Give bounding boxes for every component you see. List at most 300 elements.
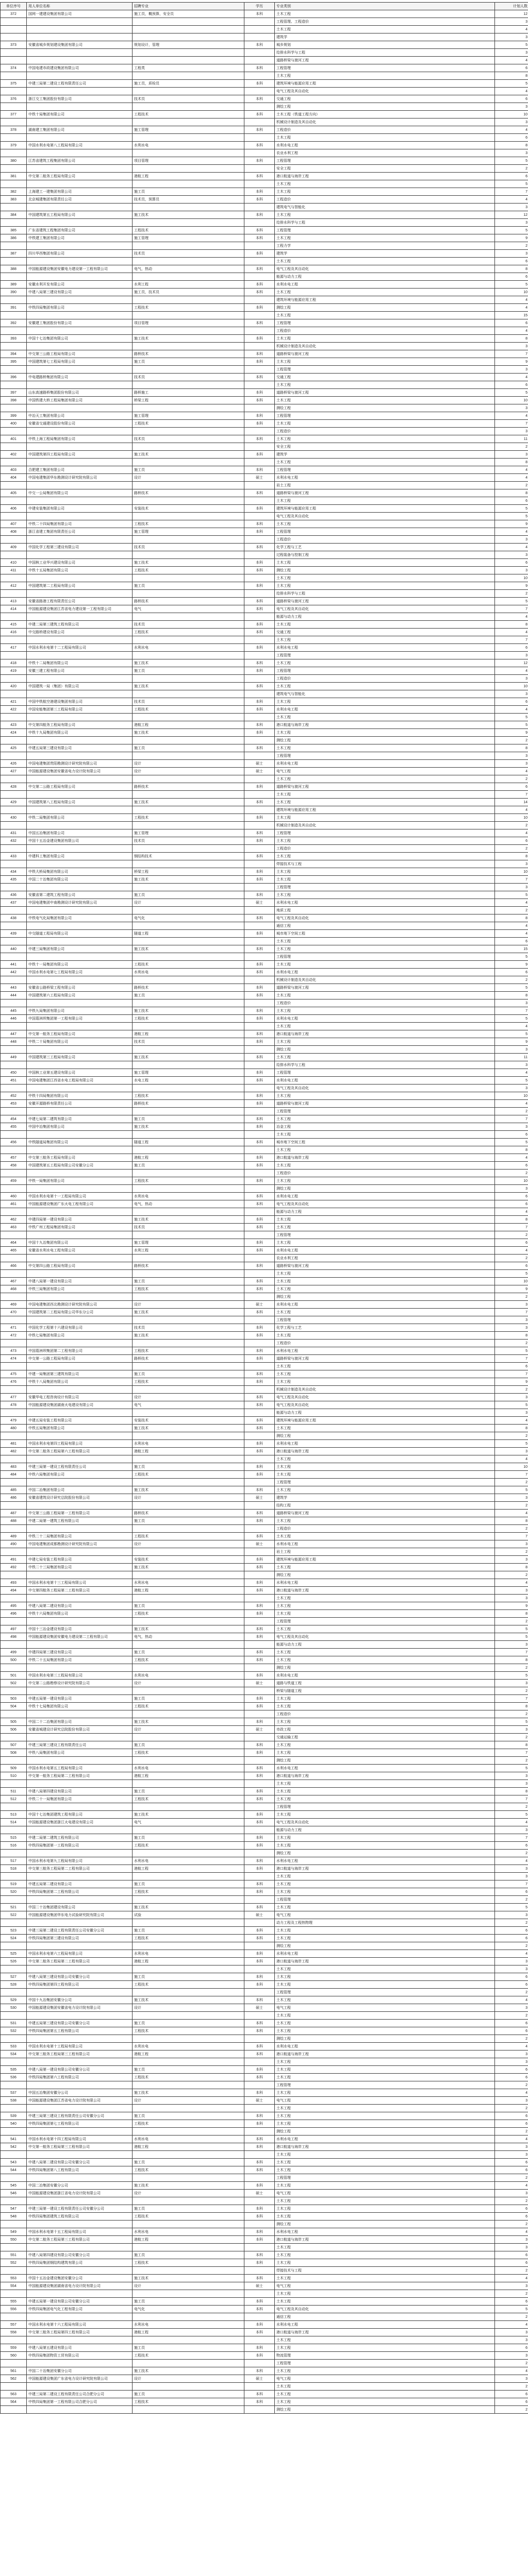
table-row xyxy=(1,1463,528,1471)
cell-no: 473 xyxy=(1,1347,27,1355)
cell-major xyxy=(133,312,244,319)
cell-no: 388 xyxy=(1,265,27,273)
table-row xyxy=(1,914,528,922)
table-row xyxy=(1,845,528,853)
cell-degree xyxy=(244,165,275,173)
cell-specialty: 土木工程 xyxy=(275,2012,495,2020)
cell-degree: 本科 xyxy=(244,1741,275,1749)
cell-specialty: 土木工程 xyxy=(275,621,495,629)
cell-unit xyxy=(27,1455,133,1463)
cell-specialty: 土木工程 xyxy=(275,180,495,188)
cell-specialty: 建筑环境与能源应用工程 xyxy=(275,1556,495,1564)
cell-major: 设计 xyxy=(133,474,244,482)
table-row xyxy=(1,876,528,884)
cell-major: 路桥施工 xyxy=(133,389,244,397)
cell-unit: 中国水利水电第十一工程局有限公司 xyxy=(27,1193,133,1200)
cell-unit: 中建八局第二建设有限公司 xyxy=(27,1602,133,1610)
cell-degree xyxy=(244,443,275,451)
cell-no: 433 xyxy=(1,853,27,860)
cell-specialty: 工程管理 xyxy=(275,953,495,961)
cell-degree: 本科 xyxy=(244,1602,275,1610)
cell-specialty: 土木工程 xyxy=(275,289,495,296)
cell-unit xyxy=(27,26,133,33)
table-row xyxy=(1,319,528,327)
cell-unit: 中交第二航务工程局第二工程有限公司 xyxy=(27,1958,133,1965)
cell-unit xyxy=(27,1757,133,1765)
cell-count: 6 xyxy=(495,95,528,103)
cell-degree: 本科 xyxy=(244,799,275,806)
cell-count: 3 xyxy=(495,1641,528,1649)
cell-unit: 安徽开源路桥有限责任公司 xyxy=(27,1100,133,1108)
cell-unit xyxy=(27,2221,133,2228)
table-row xyxy=(1,2275,528,2282)
cell-no: 506 xyxy=(1,1726,27,1734)
cell-count: 7 xyxy=(495,1224,528,1231)
cell-specialty: 港口航道与海岸工程 xyxy=(275,2050,495,2058)
cell-degree: 本科 xyxy=(244,1888,275,1896)
cell-unit xyxy=(27,343,133,350)
table-row xyxy=(1,1865,528,1873)
cell-count: 7 xyxy=(495,1007,528,1015)
cell-unit xyxy=(27,1061,133,1069)
table-row xyxy=(1,1834,528,1842)
cell-no xyxy=(1,296,27,304)
cell-major: 水利水电 xyxy=(133,2321,244,2329)
table-row xyxy=(1,1741,528,1749)
cell-degree: 本科 xyxy=(244,945,275,953)
cell-count: 8 xyxy=(495,1146,528,1154)
cell-degree: 本科 xyxy=(244,2275,275,2282)
cell-specialty: 港口航道与海岸工程 xyxy=(275,1030,495,1038)
cell-unit: 中交第一航务工程局第三工程有限公司 xyxy=(27,2143,133,2151)
cell-no: 511 xyxy=(1,1788,27,1795)
cell-no: 558 xyxy=(1,2329,27,2336)
cell-specialty: 交通工程 xyxy=(275,95,495,103)
table-row xyxy=(1,1664,528,1672)
cell-major: 施工技术 xyxy=(133,1718,244,1726)
cell-degree: 本科 xyxy=(244,1239,275,1247)
cell-no: 537 xyxy=(1,2089,27,2097)
cell-no: 541 xyxy=(1,2136,27,2143)
cell-no: 520 xyxy=(1,1888,27,1896)
cell-specialty: 给排水科学与工程 xyxy=(275,1061,495,1069)
cell-major: 设计 xyxy=(133,2375,244,2383)
cell-count: 7 xyxy=(495,1533,528,1540)
table-row xyxy=(1,884,528,891)
cell-specialty: 建筑环境与能源应用工程 xyxy=(275,505,495,513)
cell-major: 水利水电 xyxy=(133,1765,244,1772)
cell-no xyxy=(1,1780,27,1788)
table-row xyxy=(1,482,528,489)
table-row xyxy=(1,1680,528,1687)
cell-major xyxy=(133,88,244,95)
cell-unit: 中国二十二冶集团有限公司 xyxy=(27,1718,133,1726)
cell-specialty: 机械设计制造及其自动化 xyxy=(275,343,495,350)
cell-unit: 安徽建工集团股份有限公司 xyxy=(27,319,133,327)
cell-major: 工程技术 xyxy=(133,1092,244,1100)
cell-major: 施工员 xyxy=(133,1880,244,1888)
cell-count: 2 xyxy=(495,1571,528,1579)
cell-no xyxy=(1,1850,27,1857)
cell-unit: 中国十九冶集团有限公司 xyxy=(27,1239,133,1247)
cell-degree xyxy=(244,1023,275,1030)
cell-specialty: 土木工程 xyxy=(275,1471,495,1479)
cell-degree xyxy=(244,2128,275,2136)
cell-no: 420 xyxy=(1,683,27,690)
cell-major: 工程类 xyxy=(133,64,244,72)
cell-unit xyxy=(27,381,133,389)
cell-no xyxy=(1,1023,27,1030)
cell-no: 470 xyxy=(1,1309,27,1316)
cell-unit: 中建科工集团有限公司 xyxy=(27,853,133,860)
cell-specialty: 工程造价 xyxy=(275,1340,495,1347)
cell-specialty: 电气工程 xyxy=(275,1911,495,1919)
table-row xyxy=(1,598,528,605)
cell-specialty: 港口航道与海岸工程 xyxy=(275,1865,495,1873)
cell-no: 391 xyxy=(1,304,27,312)
cell-unit: 中国水利水电第九工程局有限公司 xyxy=(27,1857,133,1865)
cell-no xyxy=(1,1432,27,1440)
cell-unit: 中国水利水电第十二工程局有限公司 xyxy=(27,644,133,652)
cell-count: 2 xyxy=(495,1618,528,1625)
cell-count: 3 xyxy=(495,404,528,412)
cell-major xyxy=(133,33,244,41)
table-row xyxy=(1,1618,528,1625)
table-row xyxy=(1,1826,528,1834)
cell-degree: 本科 xyxy=(244,319,275,327)
cell-degree: 本科 xyxy=(244,1672,275,1680)
cell-specialty: 电气工程及其自动化 xyxy=(275,1633,495,1641)
table-row xyxy=(1,2360,528,2367)
cell-no xyxy=(1,845,27,853)
cell-specialty: 工程管理 xyxy=(275,1989,495,1996)
cell-degree: 本科 xyxy=(244,1285,275,1293)
cell-unit: 中国二冶集团有限公司 xyxy=(27,1486,133,1494)
cell-no: 455 xyxy=(1,1123,27,1131)
cell-unit xyxy=(27,72,133,80)
cell-count: 2 xyxy=(495,2290,528,2298)
table-row xyxy=(1,227,528,234)
cell-degree: 硕士 xyxy=(244,2282,275,2290)
cell-no xyxy=(1,404,27,412)
cell-degree xyxy=(244,1293,275,1301)
cell-no xyxy=(1,103,27,111)
cell-unit: 中国电建集团成都勘测设计研究院有限公司 xyxy=(27,1540,133,1548)
cell-specialty: 工程管理 xyxy=(275,319,495,327)
cell-unit: 中交第三航务工程局第四工程有限公司 xyxy=(27,2329,133,2336)
table-row xyxy=(1,1656,528,1664)
cell-count: 2 xyxy=(495,590,528,598)
cell-specialty: 土木工程 xyxy=(275,2275,495,2282)
cell-count: 5 xyxy=(495,157,528,165)
cell-degree: 本科 xyxy=(244,1633,275,1641)
cell-degree xyxy=(244,1734,275,1741)
table-row xyxy=(1,969,528,976)
cell-count: 2 xyxy=(495,482,528,489)
cell-degree: 本科 xyxy=(244,2120,275,2128)
cell-major xyxy=(133,26,244,33)
cell-specialty: 土木工程 xyxy=(275,1038,495,1046)
cell-degree xyxy=(244,1270,275,1278)
cell-major: 电气，热动 xyxy=(133,1200,244,1208)
cell-major xyxy=(133,1131,244,1139)
table-row xyxy=(1,567,528,574)
cell-unit xyxy=(27,1231,133,1239)
cell-unit: 中铁七局集团有限公司 xyxy=(27,1332,133,1340)
cell-no xyxy=(1,976,27,984)
cell-major: 设计 xyxy=(133,899,244,907)
cell-major xyxy=(133,1255,244,1262)
cell-degree xyxy=(244,497,275,505)
cell-unit xyxy=(27,2313,133,2321)
cell-major: 港航工程 xyxy=(133,1030,244,1038)
cell-no: 422 xyxy=(1,706,27,714)
table-row xyxy=(1,1819,528,1826)
cell-specialty: 工程造价 xyxy=(275,327,495,335)
cell-specialty: 化学工程与工艺 xyxy=(275,1324,495,1332)
table-row xyxy=(1,2120,528,2128)
cell-specialty: 工程管理 xyxy=(275,1069,495,1077)
table-row xyxy=(1,2020,528,2027)
cell-degree xyxy=(244,18,275,26)
cell-count: 3 xyxy=(495,1911,528,1919)
cell-degree xyxy=(244,1146,275,1154)
cell-no xyxy=(1,806,27,814)
cell-unit: 中建八局第三建设有限公司安徽分公司 xyxy=(27,1973,133,1981)
cell-major xyxy=(133,134,244,142)
cell-no: 533 xyxy=(1,2043,27,2050)
cell-count: 4 xyxy=(495,1996,528,2004)
cell-count: 10 xyxy=(495,683,528,690)
cell-major xyxy=(133,2105,244,2112)
cell-major: 技术员 xyxy=(133,698,244,706)
cell-specialty: 水利水电工程 xyxy=(275,2043,495,2050)
table-row xyxy=(1,312,528,319)
cell-specialty: 通信工程 xyxy=(275,2313,495,2321)
cell-no: 397 xyxy=(1,389,27,397)
table-row xyxy=(1,451,528,459)
cell-unit xyxy=(27,1965,133,1973)
cell-no: 474 xyxy=(1,1355,27,1363)
table-row xyxy=(1,1896,528,1904)
cell-major xyxy=(133,1409,244,1417)
cell-major xyxy=(133,2081,244,2089)
cell-unit xyxy=(27,752,133,760)
cell-major: 施工管理 xyxy=(133,829,244,837)
table-row xyxy=(1,1401,528,1409)
cell-unit xyxy=(27,845,133,853)
cell-count: 5 xyxy=(495,389,528,397)
cell-count: 6 xyxy=(495,837,528,845)
cell-unit xyxy=(27,1734,133,1741)
cell-specialty: 水利水电工程 xyxy=(275,281,495,289)
cell-count: 11 xyxy=(495,1054,528,1061)
cell-specialty: 土木工程 xyxy=(275,1741,495,1749)
cell-count: 6 xyxy=(495,1131,528,1139)
table-row xyxy=(1,350,528,358)
cell-no: 492 xyxy=(1,1564,27,1571)
table-row xyxy=(1,1579,528,1587)
cell-major: 工程技术 xyxy=(133,1471,244,1479)
table-row xyxy=(1,2344,528,2352)
cell-degree: 本科 xyxy=(244,1177,275,1185)
cell-unit: 中国铁建大桥工程局集团有限公司 xyxy=(27,397,133,404)
cell-degree: 本科 xyxy=(244,173,275,180)
cell-count: 10 xyxy=(495,814,528,822)
cell-no xyxy=(1,922,27,930)
table-row xyxy=(1,1309,528,1316)
cell-no xyxy=(1,1873,27,1880)
cell-major xyxy=(133,513,244,520)
cell-count: 5 xyxy=(495,1440,528,1448)
cell-major: 施工技术 xyxy=(133,1123,244,1131)
table-row xyxy=(1,1231,528,1239)
cell-major xyxy=(133,1710,244,1718)
cell-degree xyxy=(244,327,275,335)
cell-degree xyxy=(244,690,275,698)
cell-degree: 本科 xyxy=(244,1054,275,1061)
table-row xyxy=(1,1324,528,1332)
cell-degree: 本科 xyxy=(244,1355,275,1363)
cell-count: 7 xyxy=(495,1749,528,1757)
cell-specialty: 水利水电工程 xyxy=(275,1193,495,1200)
cell-count: 2 xyxy=(495,1525,528,1533)
cell-unit xyxy=(27,938,133,945)
table-row xyxy=(1,2128,528,2136)
cell-specialty: 土木工程 xyxy=(275,853,495,860)
cell-major xyxy=(133,296,244,304)
table-row xyxy=(1,783,528,791)
cell-specialty: 土木工程 xyxy=(275,2398,495,2406)
cell-specialty: 土木工程 xyxy=(275,1973,495,1981)
cell-major xyxy=(133,258,244,265)
cell-major: 设计 xyxy=(133,1680,244,1687)
cell-unit xyxy=(27,775,133,783)
cell-specialty: 测绘工程 xyxy=(275,1664,495,1672)
cell-count: 15 xyxy=(495,312,528,319)
cell-count: 4 xyxy=(495,2275,528,2282)
table-row xyxy=(1,1340,528,1347)
cell-unit xyxy=(27,459,133,466)
cell-count: 2 xyxy=(495,2313,528,2321)
cell-degree: 本科 xyxy=(244,520,275,528)
cell-unit: 中铁四局集团钢结构建筑有限公司 xyxy=(27,2259,133,2267)
cell-count: 4 xyxy=(495,1023,528,1030)
table-row xyxy=(1,2213,528,2221)
cell-unit: 中铁十六局集团有限公司 xyxy=(27,1610,133,1618)
table-row xyxy=(1,737,528,744)
cell-degree: 本科 xyxy=(244,2074,275,2081)
cell-count: 4 xyxy=(495,806,528,814)
table-row xyxy=(1,2228,528,2236)
cell-major: 施工技术 xyxy=(133,659,244,667)
cell-major: 路桥技术 xyxy=(133,598,244,605)
cell-unit: 中铁十五局集团有限公司 xyxy=(27,567,133,574)
cell-major: 施工管理 xyxy=(133,528,244,536)
cell-major: 施工技术 xyxy=(133,1996,244,2004)
table-row xyxy=(1,1687,528,1695)
cell-major xyxy=(133,2035,244,2043)
cell-unit: 中铁四局集团建筑工程有限公司 xyxy=(27,2213,133,2221)
cell-specialty: 结构工程 xyxy=(275,1502,495,1510)
cell-no: 418 xyxy=(1,659,27,667)
cell-specialty: 水利水电工程 xyxy=(275,899,495,907)
cell-degree: 本科 xyxy=(244,1656,275,1664)
cell-count: 3 xyxy=(495,18,528,26)
cell-specialty: 土木工程 xyxy=(275,744,495,752)
table-row xyxy=(1,1409,528,1417)
cell-degree: 本科 xyxy=(244,1973,275,1981)
cell-degree: 本科 xyxy=(244,1842,275,1850)
cell-no: 495 xyxy=(1,1602,27,1610)
cell-count: 3 xyxy=(495,219,528,227)
cell-specialty: 能源与动力工程 xyxy=(275,1409,495,1417)
cell-unit: 中铁四局集团第四工程有限公司 xyxy=(27,1981,133,1989)
cell-count: 3 xyxy=(495,204,528,211)
cell-specialty: 土木工程 xyxy=(275,1811,495,1819)
cell-no xyxy=(1,2105,27,2112)
cell-no: 554 xyxy=(1,2282,27,2290)
cell-count: 2 xyxy=(495,1548,528,1556)
cell-count: 8 xyxy=(495,1216,528,1224)
cell-count: 4 xyxy=(495,613,528,621)
cell-degree xyxy=(244,1803,275,1811)
cell-unit xyxy=(27,2406,133,2414)
cell-unit xyxy=(27,2058,133,2066)
cell-no xyxy=(1,1618,27,1625)
cell-no: 491 xyxy=(1,1556,27,1564)
cell-specialty: 焊接技术与工程 xyxy=(275,2267,495,2275)
cell-degree: 本科 xyxy=(244,10,275,18)
cell-major xyxy=(133,497,244,505)
cell-degree: 本科 xyxy=(244,1865,275,1873)
cell-major xyxy=(133,1146,244,1154)
cell-degree: 本科 xyxy=(244,1811,275,1819)
cell-unit xyxy=(27,1896,133,1904)
cell-count: 6 xyxy=(495,134,528,142)
cell-count: 5 xyxy=(495,80,528,88)
cell-no: 555 xyxy=(1,2298,27,2306)
cell-major: 施工技术 xyxy=(133,1054,244,1061)
cell-unit: 中建一局集团第三建筑有限公司 xyxy=(27,1370,133,1378)
table-row xyxy=(1,1139,528,1146)
cell-no: 425 xyxy=(1,744,27,752)
cell-major: 工程技术 xyxy=(133,2213,244,2221)
cell-no: 460 xyxy=(1,1193,27,1200)
table-row xyxy=(1,1942,528,1950)
cell-no: 514 xyxy=(1,1819,27,1826)
cell-degree: 本科 xyxy=(244,358,275,366)
cell-unit xyxy=(27,884,133,891)
cell-specialty: 道路桥梁与渡河工程 xyxy=(275,57,495,64)
table-row xyxy=(1,559,528,567)
cell-major: 工程技术 xyxy=(133,1656,244,1664)
cell-specialty: 测绘工程 xyxy=(275,1942,495,1950)
cell-specialty: 土木工程 xyxy=(275,26,495,33)
cell-specialty: 电气工程及其自动化 xyxy=(275,265,495,273)
cell-specialty: 给排水科学与工程 xyxy=(275,219,495,227)
cell-no: 390 xyxy=(1,289,27,296)
cell-specialty: 土木工程 xyxy=(275,2066,495,2074)
cell-no xyxy=(1,675,27,683)
cell-major: 港航工程 xyxy=(133,1154,244,1162)
cell-unit: 中国水利水电第六工程局有限公司 xyxy=(27,1950,133,1958)
cell-count: 4 xyxy=(495,899,528,907)
cell-no xyxy=(1,219,27,227)
cell-degree: 本科 xyxy=(244,1834,275,1842)
cell-major: 施工员 xyxy=(133,2391,244,2398)
table-row xyxy=(1,652,528,659)
